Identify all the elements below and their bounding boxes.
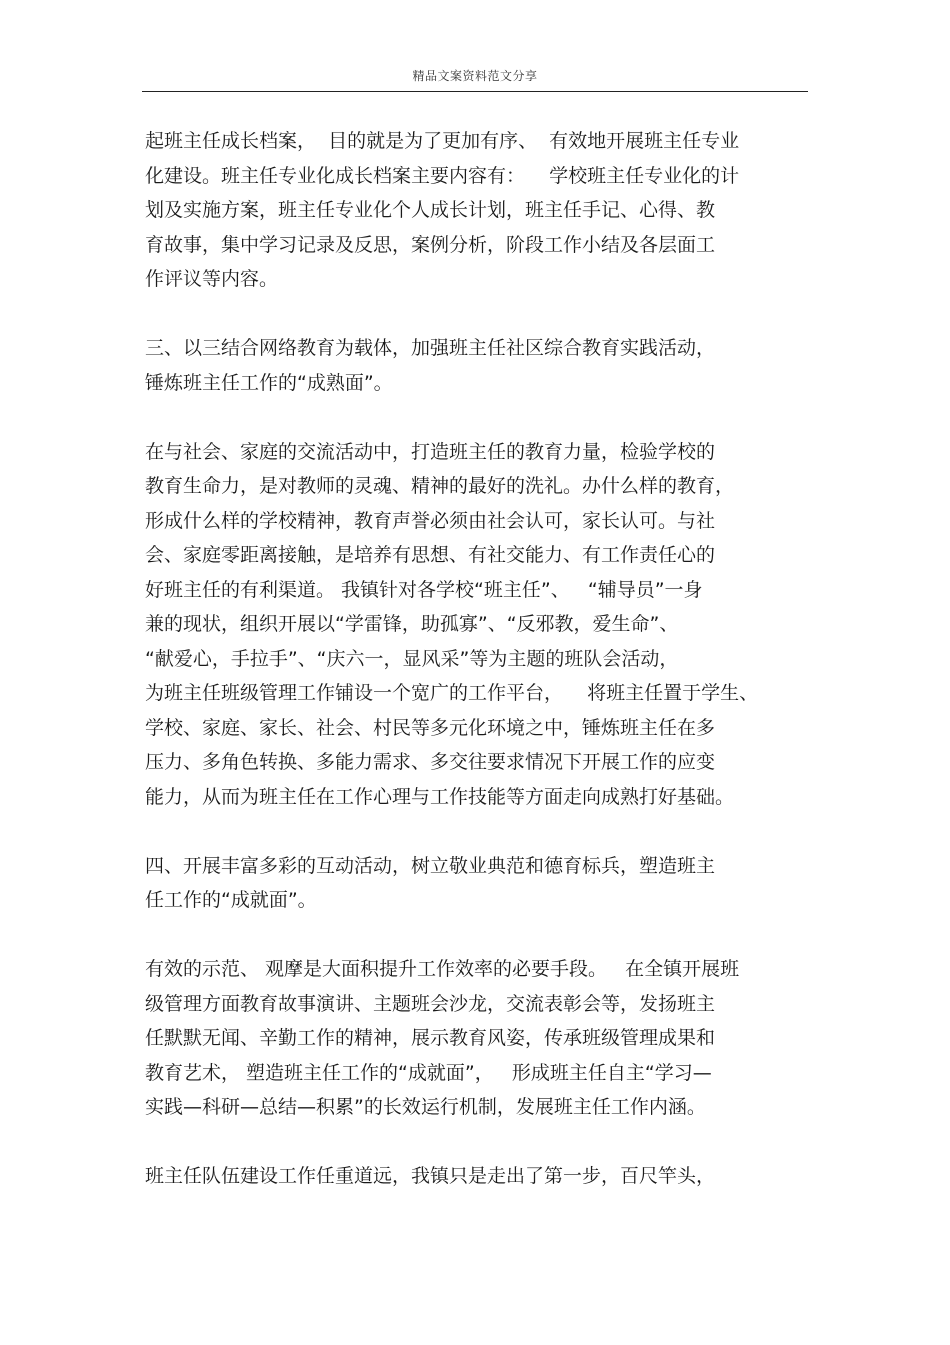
paragraph-gap — [145, 297, 815, 332]
text-line: 划及实施方案，班主任专业化个人成长计划，班主任手记、心得、教 — [145, 199, 716, 221]
text-line: 为班主任班级管理工作铺设一个宽广的工作平台， 将班主任置于学生、 — [145, 682, 759, 704]
text-line: 好班主任的有利渠道。 我镇针对各学校“班主任”、 “辅导员”一身 — [145, 578, 703, 601]
text-line: 教育生命力，是对教师的灵魂、精神的最好的洗礼。办什么样的教育， — [145, 475, 735, 497]
paragraph-demonstration — [145, 952, 815, 1125]
text-line: 任默默无闻、辛勤工作的精神，展示教育风姿，传承班级管理成果和 — [145, 1027, 716, 1049]
section-heading-three — [145, 331, 815, 400]
paragraph-gap — [145, 918, 815, 953]
document-body — [145, 124, 815, 1194]
header-divider — [142, 91, 808, 92]
text-line: 学校、家庭、家长、社会、村民等多元化环境之中，锤炼班主任在多 — [145, 716, 716, 739]
text-line: 四、开展丰富多彩的互动活动，树立敬业典范和德育标兵，塑造班主 — [145, 854, 716, 877]
paragraph-community-practice — [145, 435, 815, 815]
text-line: 班主任队伍建设工作任重道远，我镇只是走出了第一步，百尺竿头， — [145, 1165, 716, 1187]
text-line: 育故事，集中学习记录及反思，案例分析，阶段工作小结及各层面工 — [145, 233, 716, 256]
text-line: 形成什么样的学校精神，教育声誉必须由社会认可，家长认可。与社 — [145, 509, 716, 532]
text-line: “献爱心，手拉手”、“庆六一，显风采”等为主题的班队会活动， — [145, 647, 679, 670]
text-line: 级管理方面教育故事演讲、主题班会沙龙，交流表彰会等，发扬班主 — [145, 992, 716, 1015]
text-line: 起班主任成长档案， 目的就是为了更加有序、 有效地开展班主任专业 — [145, 130, 740, 152]
paragraph-gap — [145, 1125, 815, 1160]
text-line: 压力、多角色转换、多能力需求、多交往要求情况下开展工作的应变 — [145, 751, 716, 773]
paragraph-gap — [145, 814, 815, 849]
text-line: 作评议等内容。 — [145, 268, 279, 290]
text-line: 化建设。班主任专业化成长档案主要内容有： 学校班主任专业化的计 — [145, 164, 740, 187]
paragraph-gap — [145, 400, 815, 435]
text-line: 在与社会、家庭的交流活动中，打造班主任的教育力量，检验学校的 — [145, 440, 716, 463]
text-line: 有效的示范、 观摩是大面积提升工作效率的必要手段。 在全镇开展班 — [145, 958, 740, 980]
page-header: 精品文案资料范文分享 — [412, 69, 538, 83]
text-line: 教育艺术， 塑造班主任工作的“成就面”， 形成班主任自主“学习— — [145, 1061, 712, 1084]
text-line: 锤炼班主任工作的“成熟面”。 — [145, 371, 393, 394]
text-line: 实践—科研—总结—积累”的长效运行机制，发展班主任工作内涵。 — [145, 1096, 706, 1118]
text-line: 会、家庭零距离接触，是培养有思想、有社交能力、有工作责任心的 — [145, 544, 716, 566]
text-line: 兼的现状，组织开展以“学雷锋，助孤寡”、“反邪教，爱生命”、 — [145, 613, 679, 635]
section-heading-four — [145, 849, 815, 918]
text-line: 三、以三结合网络教育为载体，加强班主任社区综合教育实践活动， — [145, 337, 716, 359]
paragraph-profile-archive — [145, 124, 815, 297]
text-line: 任工作的“成就面”。 — [145, 889, 317, 911]
paragraph-conclusion — [145, 1159, 815, 1194]
text-line: 能力，从而为班主任在工作心理与工作技能等方面走向成熟打好基础。 — [145, 785, 735, 808]
